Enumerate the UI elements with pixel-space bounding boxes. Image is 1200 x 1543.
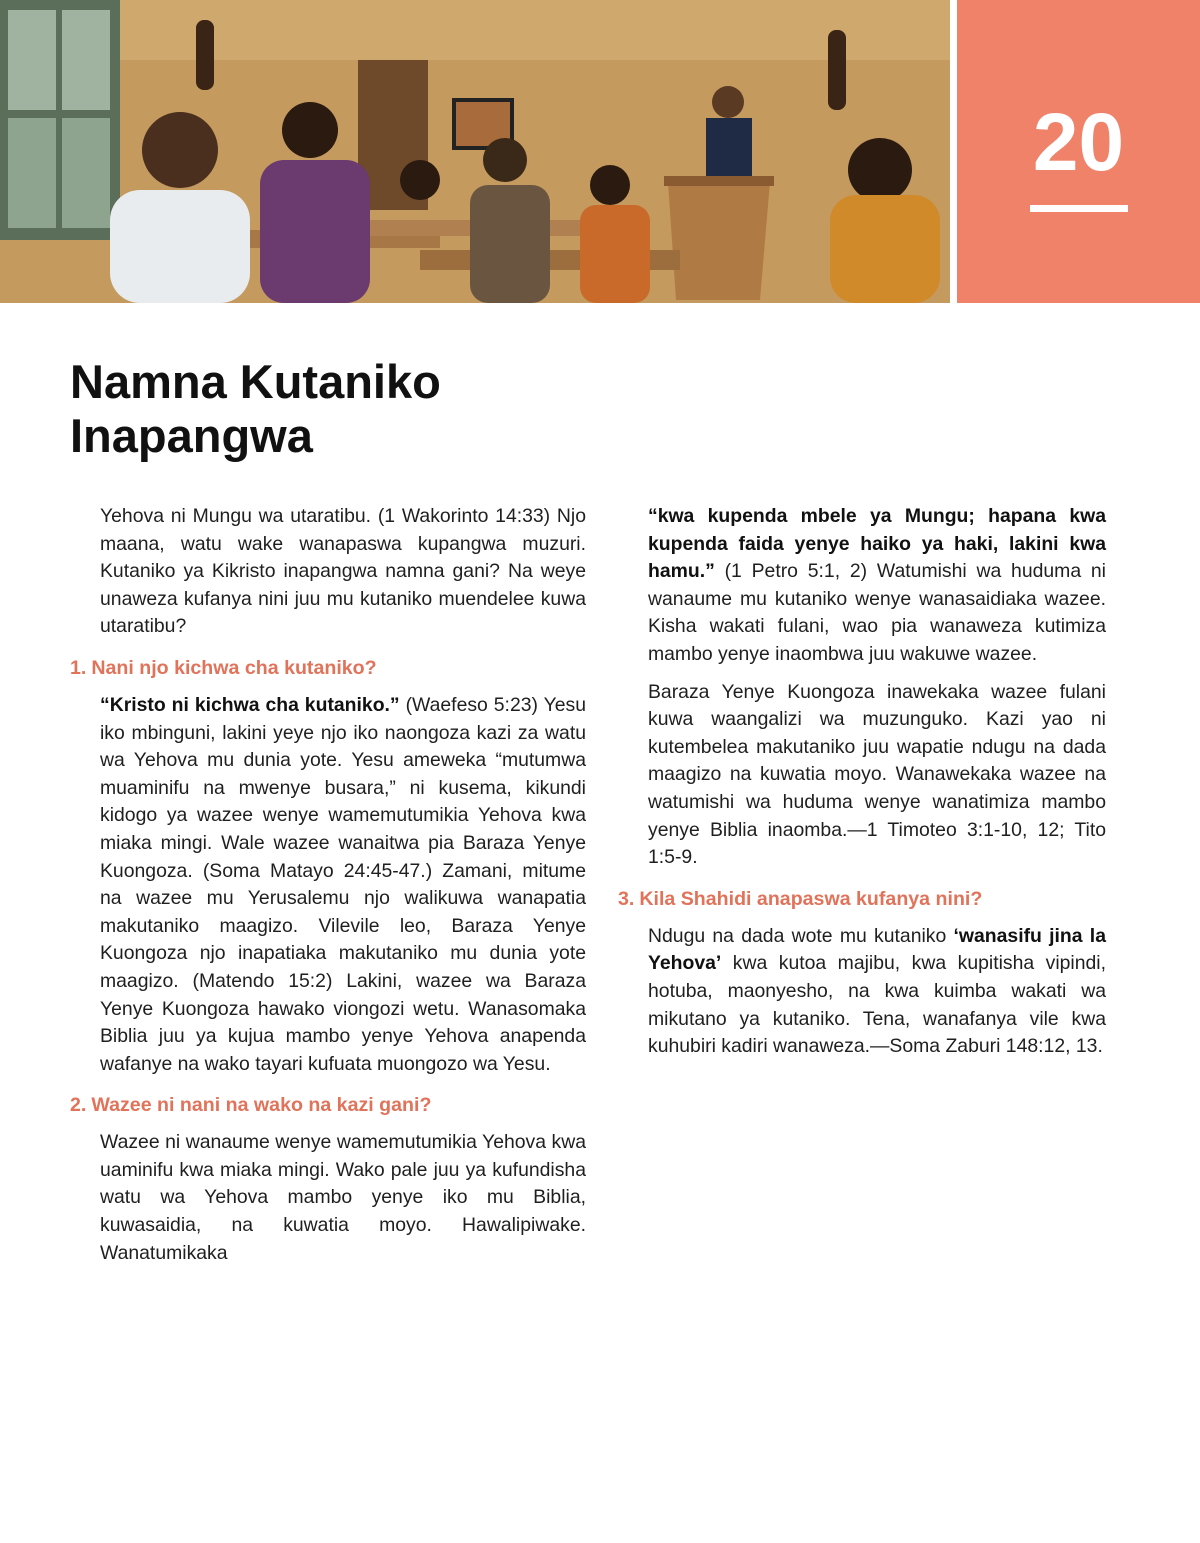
right-column [618,503,1106,1061]
question-number: 1. [70,656,87,679]
lesson-number: 20 [1032,97,1125,188]
intro-paragraph: Yehova ni Mungu wa utaratibu. (1 Wakorinto 14:33) Njo maana, watu wake wanapaswa kupangwa muzuri. Kutaniko ya Kikristo inapangwa namna gani? Na weye unaweza kufanya nini juu mu kutaniko muendelee kuwa utaratibu? [100,505,586,638]
question-number: 3. [618,887,635,910]
question-heading-3 [618,886,1106,913]
answer-text: Ndugu na dada wote mu kutaniko [648,924,954,947]
hero-photo [0,0,950,303]
answer-paragraph-1 [70,692,586,1078]
question-heading-2 [70,1092,586,1119]
answer-paragraph-3 [618,923,1106,1061]
left-column [70,503,586,1267]
bold-quote: “Kristo ni kichwa cha kutaniko.” [100,693,400,716]
answer-text: (1 Petro 5:1, 2) Watumishi wa huduma ni wanaume mu kutaniko wenye wanasaidiaka wazee. Kisha wakati fulani, wao pia wanaweza kutimiza mambo yenye inaombwa juu wakuwe wazee. [648,560,1106,665]
bold-quote: “kwa kupenda mbele ya Mungu; hapana kwa kupenda faida yenye haiko ya haki, lakini kwa hamu.” [648,505,1106,583]
badge-underline [1030,205,1128,212]
answer-paragraph-2 [70,1129,586,1267]
lesson-number-badge [957,0,1200,303]
question-number: 2. [70,1094,87,1117]
title-line-1: Namna Kutaniko [70,355,441,408]
congregation-meeting-illustration [0,0,950,303]
answer-paragraph-2-continued [618,503,1106,669]
question-text: Kila Shahidi anapaswa kufanya nini? [639,887,983,910]
question-text: Nani njo kichwa cha kutaniko? [91,656,377,679]
question-heading-1 [70,655,586,682]
question-text: Wazee ni nani na wako na kazi gani? [91,1094,432,1117]
answer-paragraph-2b: Baraza Yenye Kuongoza inawekaka wazee fulani kuwa waangalizi wa muzunguko. Kazi yao ni kutembelea makutaniko juu wapatie ndugu na dada maagizo na kuwatia moyo. Wanawekaka wazee na watumishi wa huduma wenye wanatimiza mambo yenye Biblia inaomba.—1 Timoteo 3:1-10, 12; Tito 1:5-9. [648,680,1106,869]
bold-quote: ‘wanasifu jina la Yehova’ [648,924,1106,975]
answer-text: Wazee ni wanaume wenye wamemutumikia Yehova kwa uaminifu kwa miaka mingi. Wako pale juu ya kufundisha watu wa Yehova mambo yenye iko mu Biblia, kuwasaidia, na kuwatia moyo. Hawalipiwake. Wanatumikaka [100,1131,586,1264]
answer-text: kwa kutoa majibu, kwa kupitisha vipindi, hotuba, maonyesho, na kwa kuimba wakati wa mikutano ya kutaniko. Tena, wanafanya vile kwa kuhubiri kadiri wanaweza.—Soma Zaburi 148:12, 13. [648,952,1106,1058]
answer-text: (Waefeso 5:23) Yesu iko mbinguni, lakini yeye njo iko naongoza kazi za watu wa Yehova mu dunia yote. Yesu ameweka “mutumwa muaminifu na mwenye busara,” ni kusema, kikundi kidogo ya wazee wenye wamemutumikia Yehova kwa miaka mingi. Wale wazee wanaitwa pia Baraza Yenye Kuongoza. (Soma Matayo 24:45-47.) Zamani, mitume na wazee mu Yerusalemu njo walikuwa wanapatia makutaniko maagizo. Vilevile leo, Baraza Yenye Kuongoza njo inapatiaka makutaniko mu dunia yote maagizo. (Matendo 15:2) Lakini, wazee wa Baraza Yenye Kuongoza hawako viongozi wetu. Wanasomaka Biblia juu ya kujua mambo yenye Yehova anapenda wafanye na wako tayari kufuata muongozo wa Yesu. [100,693,586,1075]
title-line-2: Inapangwa [70,409,313,462]
page-title [70,355,441,463]
